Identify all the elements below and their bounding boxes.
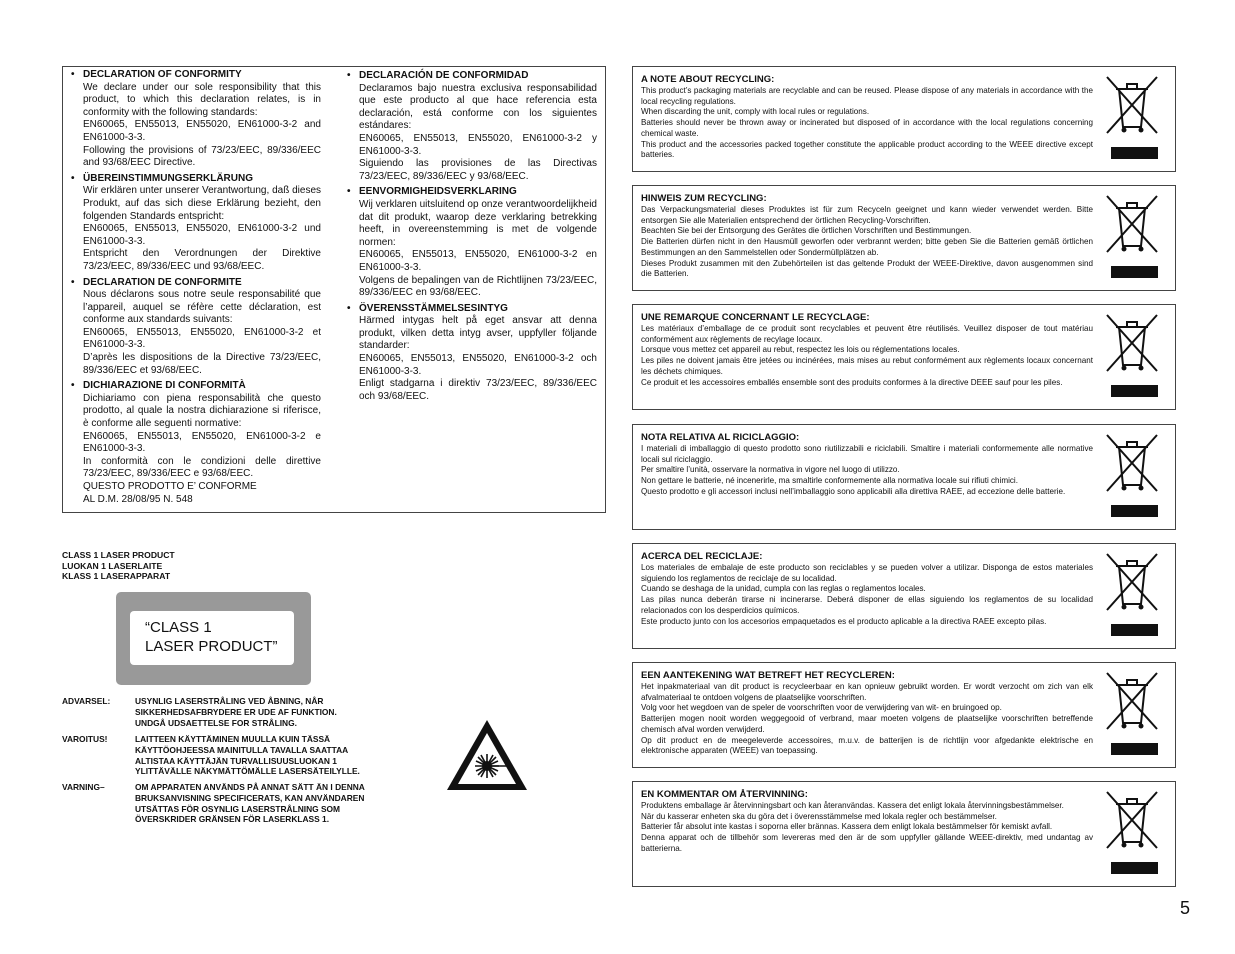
laser-warning [62,782,407,826]
recycling-text: Das Verpackungsmaterial dieses Produktes ist für zum Recyceln geeignet und kann wieder verwendet werden. Bitte entsorgen Sie alle Materialien entsprechend der örtlichen Recycling-Vorschriften. Beachten Sie bei der Entsorgung des Gerätes die örtlichen Vorschriften und Bestimmungen. Die Batterien dürfen nicht in den Hausmüll geworfen oder verbrannt werden; bitte geben Sie die Batterien gemäß örtlichen Bestimmungen an den Sammelstellen oder Sondermüllplätzen ab. Dieses Produkt zusammen mit den Zubehörteilen ist das geltende Produkt der WEEE-Direktive, davon ausgenommen sind die Batterien. [641,205,1093,279]
conformity-column-right [347,67,597,403]
section-title: ÜBEREINSTIMMUNGSERKLÄRUNG [83,172,253,184]
laser-class-line: CLASS 1 LASER PRODUCT [62,550,175,560]
crossed-out-bin-icon [1105,433,1159,493]
conformity-section: • ÖVERENSSTÄMMELSESINTYG Härmed intygas helt på eget ansvar att denna produkt, vilken detta intyg avser, uppfyller följande standarder: EN60065, EN55013, EN55020, EN61000-3-2 och EN61000-3-3. Enligt stadgarna i direktiv 73/23/EEC, 89/336/EEC och 93/68/EEC. [347,302,597,402]
laser-warning [62,734,407,778]
section-text: Dichiariamo con piena responsabilità che questo prodotto, al quale la nostra dichiarazione si riferisce, è conforme alle seguenti normative: EN60065, EN55013, EN55020, EN61000-3-2 e EN61000-3-3. In conformità con le condizioni delle direttive 73/23/EEC, 89/336/EEC e 93/68/EEC. QUESTO PRODOTTO E’ CONFORME AL D.M. 28/08/95 N. 548 [83,392,321,505]
section-text: We declare under our sole responsibility that this product, to which this declaration relates, is in conformity with the following standards: EN60065, EN55013, EN55020, EN61000-3-2 and EN61000-3-3. Following the provisions of 73/23/EEC, 89/336/EEC and 93/68/EEC Directive. [83,81,321,169]
laser-class-line: KLASS 1 LASERAPPARAT [62,571,171,581]
recycling-title: EEN AANTEKENING WAT BETREFT HET RECYCLEREN: [641,670,895,681]
crossed-out-bin-icon [1105,75,1159,135]
black-bar-mark [1111,743,1158,755]
section-title: ÖVERENSSTÄMMELSESINTYG [359,302,508,314]
recycling-text: Los materiales de embalaje de este producto son reciclables y se pueden volver a utilizar. Disponga de estos materiales siguiendo los reglamentos de reciclaje de su localidad. Cuando se deshaga de la unidad, cumpla con las reglas o reglamentos locales. Las pilas nunca deberán tirarse ni incinerarse. Deberá disponer de ellas siguiendo los reglamentos de su localidad relacionados con los desperdicios químicos. Este producto junto con los accesorios empaquetados es el producto aplicable a la directiva RAEE excepto pilas. [641,563,1093,626]
warning-label: VARNING– [62,782,105,792]
section-title: DICHIARAZIONE DI CONFORMITÀ [83,380,246,392]
declaration-of-conformity-box [62,66,606,513]
section-text: Declaramos bajo nuestra exclusiva responsabilidad que este producto al que hace referencia esta declaración, está conforme con los siguientes estándares: EN60065, EN55013, EN55020, EN61000-3-2 y EN61000-3-3. Siguiendo las provisiones de las Directivas 73/23/EEC, 89/336/EEC y 93/68/EEC. [359,82,597,182]
laser-label-line: “CLASS 1 [145,619,212,636]
crossed-out-bin-icon [1105,552,1159,612]
black-bar-mark [1111,505,1158,517]
section-text: Nous déclarons sous notre seule responsabilité que l’appareil, auquel se réfère cette déclaration, est conforme aux standards suivants: EN60065, EN55013, EN55020, EN61000-3-2 et EN61000-3-3. D’après les dispositions de la Directive 73/23/EEC, 89/336/EEC et 93/68/EEC. [83,289,321,376]
conformity-section: • DECLARATION DE CONFORMITE Nous déclarons sous notre seule responsabilité que l’appareil, auquel se réfère cette déclaration, est conforme aux standards suivants: EN60065, EN55013, EN55020, EN61000-3-2 et EN61000-3-3. D’après les dispositions de la Directive 73/23/EEC, 89/336/EEC et 93/68/EEC. [71,276,321,376]
recycling-note-box [632,185,1176,291]
class-1-laser-label [116,592,311,685]
recycling-note-box [632,424,1176,530]
conformity-section: • DECLARATION OF CONFORMITY We declare under our sole responsibility that this product, to which this declaration relates, is in conformity with the following standards: EN60065, EN55013, EN55020, EN61000-3-2 and EN61000-3-3. Following the provisions of 73/23/EEC, 89/336/EEC and 93/68/EEC Directive. [71,69,321,169]
laser-class-line: LUOKAN 1 LASERLAITE [62,560,163,571]
recycling-note-box [632,66,1176,172]
recycling-text: Het inpakmateriaal van dit product is recycleerbaar en kan opnieuw gebruikt worden. Er wordt verzocht om zich van elk afvalmateriaal te ontdoen volgens de plaatselijke voorschriften. Volg voor het wegdoen van de speler de voorschriften voor de verwijdering van wit- en bruingoed op. Batterijen mogen nooit worden weggegooid of verbrand, maar moeten volgens de plaatselijke voorschriften betreffende chemisch afval worden verwijderd. Op dit product en de meegeleverde accessoires, m.u.v. de batterijen is de richtlijn voor afgedankte elektrische en elektronische apparaten (WEEE) van toepassing. [641,682,1093,756]
warning-label: VAROITUS! [62,734,108,744]
conformity-section: • ÜBEREINSTIMMUNGSERKLÄRUNG Wir erklären unter unserer Verantwortung, daß dieses Produkt, auf das sich diese Erklärung bezieht, den folgenden Standards entspricht: EN60065, EN55013, EN55020, EN61000-3-2 und EN61000-3-3. Entspricht den Verordnungen der Direktive 73/23/EEC, 89/336/EEC und 93/68/EEC. [71,172,321,272]
recycling-title: NOTA RELATIVA AL RICICLAGGIO: [641,432,800,443]
section-title: DECLARACIÓN DE CONFORMIDAD [359,70,529,81]
conformity-column-left [71,67,321,506]
recycling-title: ACERCA DEL RECICLAJE: [641,551,763,562]
section-title: DECLARATION OF CONFORMITY [83,69,242,80]
crossed-out-bin-icon [1105,194,1159,254]
black-bar-mark [1111,624,1158,636]
recycling-title: A NOTE ABOUT RECYCLING: [641,74,775,85]
recycling-note-box [632,781,1176,887]
black-bar-mark [1111,147,1158,159]
black-bar-mark [1111,862,1158,874]
laser-label-line: LASER PRODUCT” [145,638,278,655]
conformity-section: • EENVORMIGHEIDSVERKLARING Wij verklaren uitsluitend op onze verantwoordelijkheid dat dit produkt, waarop deze verklaring betrekking heeft, in overeenstemming is met de volgende normen: EN60065, EN55013, EN55020, EN61000-3-2 en EN61000-3-3. Volgens de bepalingen van de Richtlijnen 73/23/EEC, 89/336/EEC en 93/68/EEC. [347,186,597,299]
recycling-text: I materiali di imballaggio di questo prodotto sono riutilizzabili e riciclabili. Smaltire i materiali conformemente alle normative locali sul riciclaggio. Per smaltire l’unità, osservare la normativa in vigore nel luogo di utilizzo. Non gettare le batterie, né incenerirle, ma smaltirle conformemente alla normativa locale sui rifiuti chimici. Questo prodotto e gli accessori inclusi nell’imballaggio sono applicabili alla direttiva RAEE, ad eccezione delle batterie. [641,444,1093,496]
conformity-section: • DICHIARAZIONE DI CONFORMITÀ Dichiariamo con piena responsabilità che questo prodotto, al quale la nostra dichiarazione si riferisce, è conforme alle seguenti normative: EN60065, EN55013, EN55020, EN61000-3-2 e EN61000-3-3. In conformità con le condizioni delle direttive 73/23/EEC, 89/336/EEC e 93/68/EEC. QUESTO PRODOTTO E’ CONFORME AL D.M. 28/08/95 N. 548 [71,380,321,505]
section-text: Wir erklären unter unserer Verantwortung, daß dieses Produkt, auf das sich diese Erklärung bezieht, den folgenden Standards entspricht: EN60065, EN55013, EN55020, EN61000-3-2 und EN61000-3-3. Entspricht den Verordnungen der Direktive 73/23/EEC, 89/336/EEC und 93/68/EEC. [83,185,321,272]
warning-label: ADVARSEL: [62,696,111,706]
recycling-text: Les matériaux d’emballage de ce produit sont recyclables et peuvent être réutilisés. Veuillez disposer de tout matériau conformément aux règlements de recylage locaux. Lorsque vous mettez cet appareil au rebut, respectez les lois ou réglementations locales. Les piles ne doivent jamais être jetées ou incinérées, mais mises au rebut conformément aux règlements locaux concernant les déchets chimiques. Ce produit et les accessoires emballés ensemble sont des produits conformes à la directive DEEE sauf pour les piles. [641,324,1093,387]
conformity-section: • DECLARACIÓN DE CONFORMIDAD Declaramos bajo nuestra exclusiva responsabilidad que este producto al que hace referencia esta declaración, está conforme con los siguientes estándares: EN60065, EN55013, EN55020, EN61000-3-2 y EN61000-3-3. Siguiendo las provisiones de las Directivas 73/23/EEC, 89/336/EEC y 93/68/EEC. [347,70,597,182]
section-text: Härmed intygas helt på eget ansvar att denna produkt, vilken detta intyg avser, uppfyller följande standarder: EN60065, EN55013, EN55020, EN61000-3-2 och EN61000-3-3. Enligt stadgarna i direktiv 73/23/EEC, 89/336/EEC och 93/68/EEC. [359,315,597,402]
laser-warning [62,696,407,729]
section-title: EENVORMIGHEIDSVERKLARING [359,186,517,198]
laser-class-labels [62,550,175,582]
warning-text: OM APPARATEN ANVÄNDS PÅ ANNAT SÄTT ÄN I DENNA BRUKSANVISNING SPECIFICERATS, KAN ANVÄNDAREN UTSÄTTAS FÖR OSYNLIG LASERSTRÅLNING SOM ÖVERSKRIDER GRÄNSEN FÖR LASERKLASS 1. [135,782,365,825]
recycling-title: UNE REMARQUE CONCERNANT LE RECYCLAGE: [641,312,870,323]
black-bar-mark [1111,266,1158,278]
recycling-note-box [632,662,1176,768]
warning-text: LAITTEEN KÄYTTÄMINEN MUULLA KUIN TÄSSÄ KÄYTTÖOHJEESSA MAINITULLA TAVALLA SAATTAA ALTISTAA KÄYTTÄJÄN TURVALLISUUSLUOKAN 1 YLITTÄVÄLLE NÄKYMÄTTÖMÄLLE LASERSÄTEILYLLE. [135,734,360,777]
recycling-note-box [632,543,1176,649]
section-title: DECLARATION DE CONFORMITE [83,276,242,288]
section-text: Wij verklaren uitsluitend op onze verantwoordelijkheid dat dit produkt, waarop deze verklaring betrekking heeft, in overeenstemming is met de volgende normen: EN60065, EN55013, EN55020, EN61000-3-2 en EN61000-3-3. Volgens de bepalingen van de Richtlijnen 73/23/EEC, 89/336/EEC en 93/68/EEC. [359,198,597,299]
crossed-out-bin-icon [1105,790,1159,850]
page-number: 5 [1180,898,1191,918]
warning-text: USYNLIG LASERSTRÅLING VED ÅBNING, NÅR SIKKERHEDSAFBRYDERE ER UDE AF FUNKTION. UNDGÅ UDSAETTELSE FOR STRÅLING. [135,696,337,728]
recycling-title: EN KOMMENTAR OM ÅTERVINNING: [641,789,808,800]
laser-radiation-warning-icon [445,718,529,792]
recycling-note-box [632,304,1176,410]
black-bar-mark [1111,385,1158,397]
crossed-out-bin-icon [1105,313,1159,373]
crossed-out-bin-icon [1105,671,1159,731]
recycling-text: Produktens emballage är återvinningsbart och kan återanvändas. Kassera det enligt lokala återvinningsbestämmelser. När du kasserar enheten ska du göra det i överensstämmelse med lokala regler och bestämmelser. Batterier får absolut inte kastas i soporna eller brännas. Kassera dem enligt lokala bestämmelser för kemiskt avfall. Denna apparat och de tillbehör som levereras med den är de som uppfyller gällande WEEE-direktiv, med undantag av batterierna. [641,801,1093,853]
recycling-title: HINWEIS ZUM RECYCLING: [641,193,767,204]
recycling-text: This product’s packaging materials are recyclable and can be reused. Please dispose of any materials in accordance with the local recycling regulations. When discarding the unit, comply with local rules or regulations. Batteries should never be thrown away or incinerated but disposed of in accordance with the local regulations concerning chemical waste. This product and the accessories packed together constitute the applicable product according to the WEEE directive except batteries. [641,86,1093,160]
